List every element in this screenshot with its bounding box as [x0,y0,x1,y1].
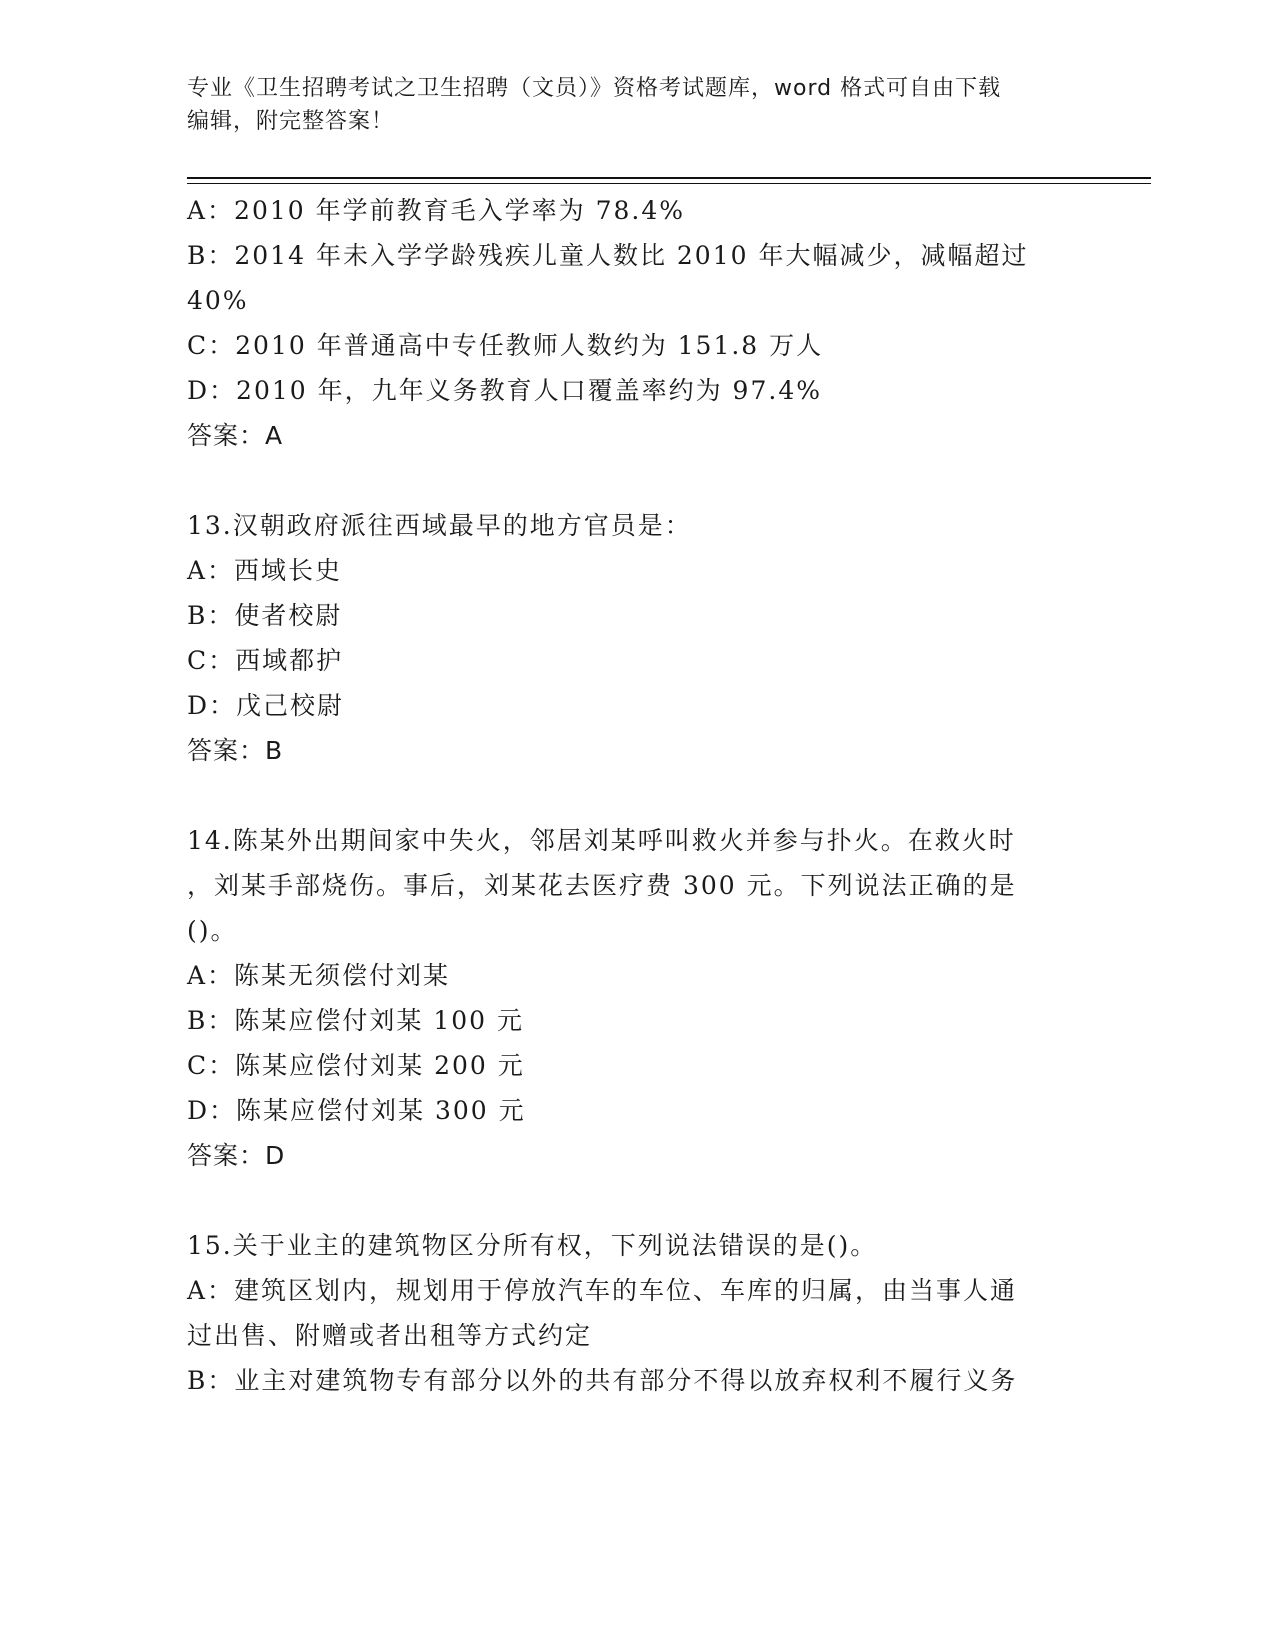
option-a: A：陈某无须偿付刘某 [187,961,451,990]
answer: 答案：D [187,1141,286,1170]
question-stem: 13.汉朝政府派往西域最早的地方官员是： [187,511,692,540]
answer: 答案：B [187,736,284,765]
option-b: B：2014 年未入学学龄残疾儿童人数比 2010 年大幅减少，减幅超过 [187,241,1029,270]
option-d: D：陈某应偿付刘某 300 元 [187,1096,526,1125]
question-14 [187,818,1087,1178]
option-a: A：西域长史 [187,556,343,585]
spacer [187,1178,1087,1223]
question-stem: 15.关于业主的建筑物区分所有权，下列说法错误的是()。 [187,1231,878,1260]
question-stem-continued: ()。 [187,916,238,945]
header-line-1: 专业《卫生招聘考试之卫生招聘（文员）》资格考试题库，word 格式可自由下载 [187,76,1002,101]
option-c: C：西域都护 [187,646,344,675]
option-d: D：戊己校尉 [187,691,345,720]
option-a: A：建筑区划内，规划用于停放汽车的车位、车库的归属，由当事人通 [187,1276,1018,1305]
header-line-2: 编辑，附完整答案！ [187,109,395,134]
option-b: B：业主对建筑物专有部分以外的共有部分不得以放弃权利不履行义务 [187,1366,1018,1395]
answer: 答案：A [187,421,284,450]
question-stem-continued: ，刘某手部烧伤。事后，刘某花去医疗费 300 元。下列说法正确的是 [187,871,1017,900]
spacer [187,773,1087,818]
header-divider-thin [187,183,1151,184]
option-c: C：2010 年普通高中专任教师人数约为 151.8 万人 [187,331,824,360]
option-b-continued: 40% [187,286,249,315]
option-b: B：使者校尉 [187,601,343,630]
option-a: A：2010 年学前教育毛入学率为 78.4% [187,196,685,225]
option-c: C：陈某应偿付刘某 200 元 [187,1051,525,1080]
option-a-continued: 过出售、附赠或者出租等方式约定 [187,1321,593,1350]
question-15 [187,1223,1087,1403]
spacer [187,458,1087,503]
header-divider [187,177,1151,179]
question-12 [187,188,1087,458]
question-content [187,188,1087,1403]
question-13 [187,503,1087,773]
option-d: D：2010 年，九年义务教育人口覆盖率约为 97.4% [187,376,822,405]
question-stem: 14.陈某外出期间家中失火，邻居刘某呼叫救火并参与扑火。在救火时 [187,826,1016,855]
option-b: B：陈某应偿付刘某 100 元 [187,1006,524,1035]
document-header [187,72,1067,138]
